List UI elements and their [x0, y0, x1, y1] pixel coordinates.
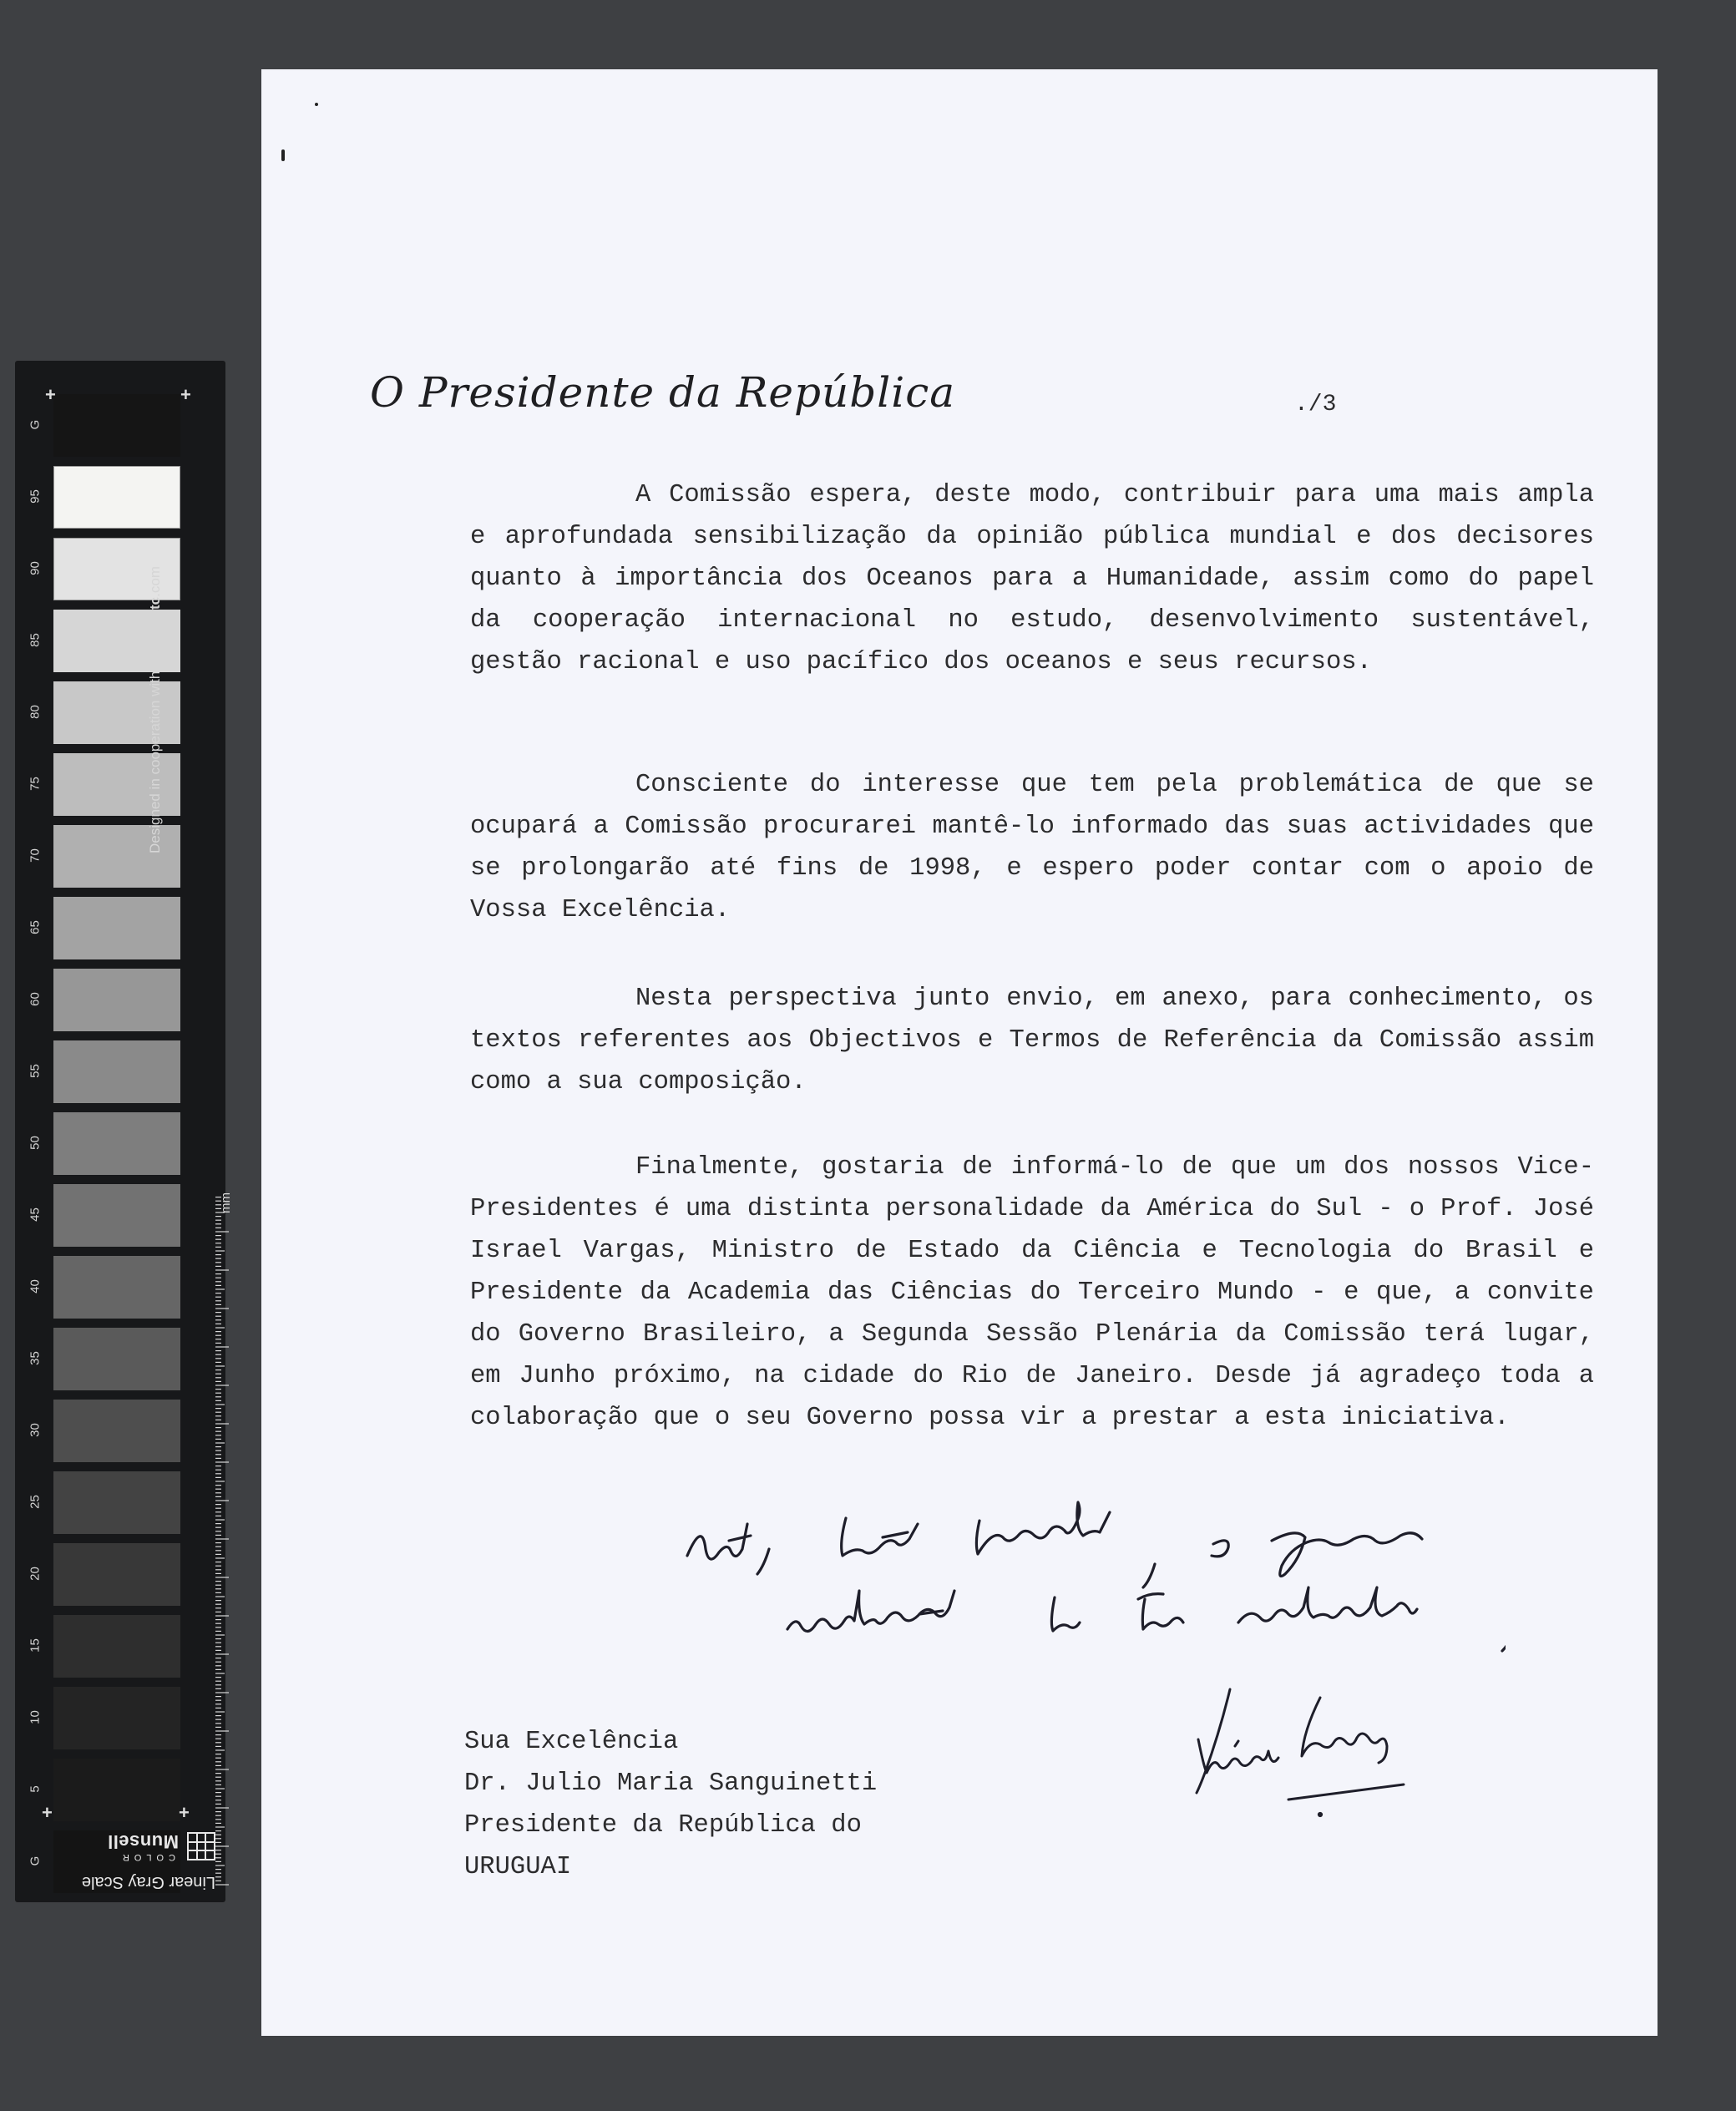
patch-label: 60	[28, 992, 43, 1006]
gray-patch	[53, 1112, 180, 1175]
patch-label: 70	[28, 848, 43, 863]
gray-patch	[53, 969, 180, 1031]
gray-patch	[53, 1184, 180, 1247]
patch-label: 80	[28, 705, 43, 719]
paragraph: A Comissão espera, deste modo, contribuir para uma mais ampla e aprofundada sensibilização da opinião pública mundial e dos decisores quanto à importância dos Oceanos para a Humanidade, assim como do papel da cooperação internacional no estudo, desenvolvimento sustentável, gestão racional e uso pacífico dos oceanos e seus recursos.	[470, 481, 1594, 676]
brand-sub: COLOR	[117, 1852, 175, 1862]
letterhead: O Presidente da República	[370, 368, 956, 417]
patch-label: 35	[28, 1351, 43, 1365]
registration-mark: +	[45, 384, 56, 405]
patch-label: 40	[28, 1279, 43, 1293]
scale-credit: Designed in cooperation with imagingetc.com	[147, 566, 163, 853]
patch-label: 45	[28, 1207, 43, 1222]
patch-label: 30	[28, 1423, 43, 1437]
patch-label: 20	[28, 1567, 43, 1581]
page-number: ./3	[1294, 392, 1337, 418]
registration-mark: +	[179, 1802, 190, 1823]
patch-label: 15	[28, 1638, 43, 1653]
ruler-unit: mm	[219, 1192, 233, 1213]
gray-patch	[53, 1615, 180, 1678]
gray-patch	[53, 1400, 180, 1462]
addressee-line: URUGUAI	[464, 1853, 572, 1881]
gray-patch	[53, 1759, 180, 1821]
mm-ruler	[214, 845, 239, 1889]
paragraph: Finalmente, gostaria de informá-lo de que um dos nossos Vice-Presidentes é uma distinta personalidade da América do Sul - o Prof. José Israel Vargas, Ministro de Estado da Ciência e Tecnologia do Brasil e Presidente da Academia das Ciências do Terceiro Mundo - e que, a convite do Governo Brasileiro, a Segunda Sessão Plenária da Comissão terá lugar, em Junho próximo, na cidade do Rio de Janeiro. Desde já agradeço toda a colaboração que o seu Governo possa vir a prestar a esta iniciativa.	[470, 1153, 1594, 1432]
product-name: Linear Gray Scale	[81, 1873, 215, 1891]
addressee-line: Sua Excelência	[464, 1728, 679, 1756]
patch-label: 85	[28, 633, 43, 647]
patch-label: G	[28, 1855, 43, 1866]
paragraph: Consciente do interesse que tem pela problemática de que se ocupará a Comissão procurarei mantê-lo informado das suas actividades que se prolongarão até fins de 1998, e espero poder contar com o apoio de Vossa Excelência.	[470, 771, 1594, 924]
munsell-grid-icon	[187, 1832, 215, 1860]
brand-name: Munsell	[107, 1831, 179, 1852]
handwritten-closing	[671, 1489, 1506, 1698]
addressee-line: Presidente da República do	[464, 1811, 862, 1840]
registration-mark: +	[42, 1802, 53, 1823]
patch-label: 55	[28, 1064, 43, 1078]
patch-label: 90	[28, 561, 43, 575]
gray-patch	[53, 897, 180, 959]
gray-patch	[53, 1256, 180, 1319]
paragraph: Nesta perspectiva junto envio, em anexo, para conhecimento, os textos referentes aos Objectivos e Termos de Referência da Comissão assim como a sua composição.	[470, 985, 1594, 1096]
gray-patch	[53, 1543, 180, 1606]
paper-speck	[315, 103, 318, 106]
addressee-block	[464, 1721, 877, 1888]
addressee-line: Dr. Julio Maria Sanguinetti	[464, 1769, 878, 1798]
gray-patch	[53, 1471, 180, 1534]
letter-page	[261, 69, 1658, 2036]
patch-label: 95	[28, 489, 43, 504]
patch-label: 5	[28, 1785, 43, 1793]
paper-speck	[281, 149, 285, 161]
gray-scale-card	[15, 361, 233, 1902]
gray-patch	[53, 1328, 180, 1390]
registration-mark: +	[180, 384, 191, 405]
patch-label: 50	[28, 1136, 43, 1150]
patch-label: 10	[28, 1710, 43, 1724]
gray-patch	[53, 1687, 180, 1749]
patch-label: 25	[28, 1495, 43, 1509]
signature	[1180, 1681, 1405, 1823]
patch-label: G	[28, 419, 43, 430]
patch-label: 75	[28, 777, 43, 791]
patch-label: 65	[28, 920, 43, 934]
gray-patch	[53, 1040, 180, 1103]
munsell-logo	[48, 1830, 215, 1900]
